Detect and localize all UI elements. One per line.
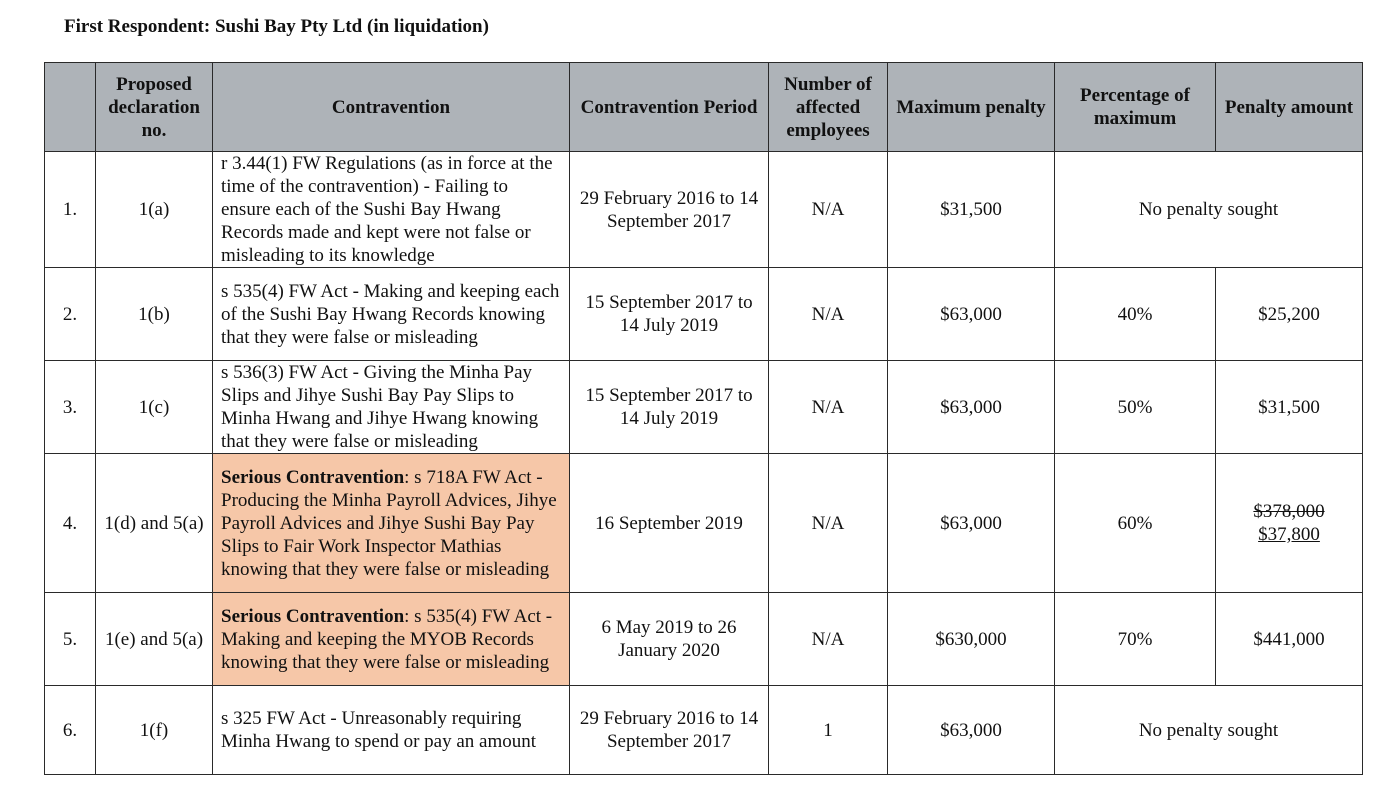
declaration-no: 1(b) [96, 268, 213, 361]
penalty-amount: $25,200 [1216, 268, 1363, 361]
row-number: 3. [45, 361, 96, 454]
affected-employees: N/A [769, 361, 888, 454]
contravention-cell-serious [213, 454, 570, 593]
no-penalty-sought: No penalty sought [1055, 152, 1363, 268]
row-number: 4. [45, 454, 96, 593]
row-number: 2. [45, 268, 96, 361]
table-row [45, 686, 1363, 775]
contravention-cell [213, 361, 570, 454]
table-row [45, 454, 1363, 593]
contravention-cell-serious [213, 593, 570, 686]
header-maximum-penalty: Maximum penalty [888, 63, 1055, 152]
penalty-amount-cell [1216, 454, 1363, 593]
contravention-period: 16 September 2019 [570, 454, 769, 593]
percentage-of-maximum: 60% [1055, 454, 1216, 593]
struck-penalty-amount: $378,000 [1253, 501, 1325, 522]
declaration-no: 1(d) and 5(a) [96, 454, 213, 593]
document-heading: First Respondent: Sushi Bay Pty Ltd (in liquidation) [64, 16, 489, 37]
contravention-text: : s 535(4) FW Act - Making and keeping the MYOB Records knowing that they were false or misleading [221, 605, 553, 673]
contravention-text: r 3.44(1) FW Regulations (as in force at the time of the contravention) - Failing to ensure each of the Sushi Bay Hwang Records made and kept were not false or misleading to its knowledge [221, 153, 553, 266]
percentage-of-maximum: 50% [1055, 361, 1216, 454]
penalty-amount: $31,500 [1216, 361, 1363, 454]
contravention-cell [213, 268, 570, 361]
affected-employees: 1 [769, 686, 888, 775]
contravention-period: 29 February 2016 to 14 September 2017 [570, 152, 769, 268]
header-affected-employees: Number of affected employees [769, 63, 888, 152]
header-contravention: Contravention [213, 63, 570, 152]
header-declaration-no: Proposed declaration no. [96, 63, 213, 152]
serious-contravention-label: Serious Contravention [221, 605, 405, 627]
declaration-no: 1(e) and 5(a) [96, 593, 213, 686]
penalty-amount: $441,000 [1216, 593, 1363, 686]
affected-employees: N/A [769, 152, 888, 268]
contravention-text: s 536(3) FW Act - Giving the Minha Pay Slips and Jihye Sushi Bay Pay Slips to Minha Hwang and Jihye Hwang knowing that they were false or misleading [221, 362, 539, 452]
contravention-cell [213, 152, 570, 268]
serious-contravention-label: Serious Contravention [221, 466, 405, 488]
table-row [45, 268, 1363, 361]
maximum-penalty: $31,500 [888, 152, 1055, 268]
row-number: 1. [45, 152, 96, 268]
table-row [45, 152, 1363, 268]
header-contravention-period: Contravention Period [570, 63, 769, 152]
percentage-of-maximum: 70% [1055, 593, 1216, 686]
declaration-no: 1(c) [96, 361, 213, 454]
row-number: 5. [45, 593, 96, 686]
row-number: 6. [45, 686, 96, 775]
penalty-amount: $37,800 [1258, 524, 1320, 545]
header-percentage-of-maximum: Percentage of maximum [1055, 63, 1216, 152]
affected-employees: N/A [769, 454, 888, 593]
declaration-no: 1(a) [96, 152, 213, 268]
contravention-period: 15 September 2017 to 14 July 2019 [570, 361, 769, 454]
contravention-period: 29 February 2016 to 14 September 2017 [570, 686, 769, 775]
contravention-cell [213, 686, 570, 775]
header-penalty-amount: Penalty amount [1216, 63, 1363, 152]
contravention-period: 6 May 2019 to 26 January 2020 [570, 593, 769, 686]
penalty-table [44, 62, 1363, 775]
maximum-penalty: $63,000 [888, 686, 1055, 775]
maximum-penalty: $63,000 [888, 361, 1055, 454]
percentage-of-maximum: 40% [1055, 268, 1216, 361]
contravention-text: : s 718A FW Act - Producing the Minha Payroll Advices, Jihye Payroll Advices and Jihye Sushi Bay Pay Slips to Fair Work Inspector Mathias knowing that they were false or misleading [221, 466, 557, 580]
contravention-text: s 325 FW Act - Unreasonably requiring Minha Hwang to spend or pay an amount [221, 708, 537, 752]
affected-employees: N/A [769, 593, 888, 686]
maximum-penalty: $63,000 [888, 454, 1055, 593]
table-row [45, 593, 1363, 686]
declaration-no: 1(f) [96, 686, 213, 775]
maximum-penalty: $63,000 [888, 268, 1055, 361]
no-penalty-sought: No penalty sought [1055, 686, 1363, 775]
contravention-period: 15 September 2017 to 14 July 2019 [570, 268, 769, 361]
header-row-number [45, 63, 96, 152]
maximum-penalty: $630,000 [888, 593, 1055, 686]
contravention-text: s 535(4) FW Act - Making and keeping each of the Sushi Bay Hwang Records knowing that they were false or misleading [221, 280, 560, 348]
header-row [45, 63, 1363, 152]
table-row [45, 361, 1363, 454]
affected-employees: N/A [769, 268, 888, 361]
